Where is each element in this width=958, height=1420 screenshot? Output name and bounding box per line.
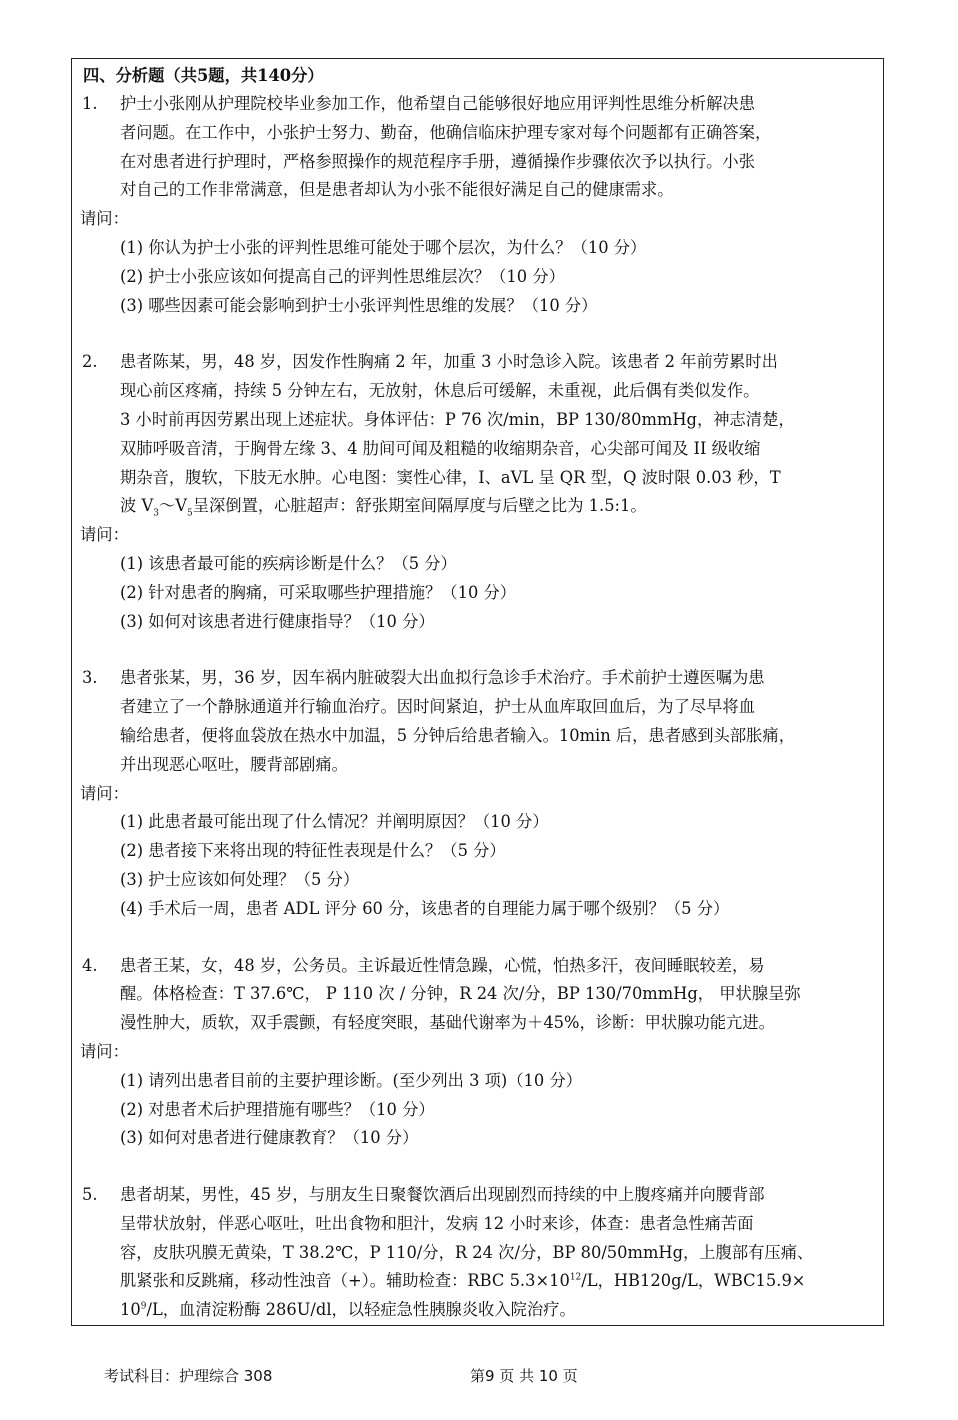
question-3 (80, 664, 876, 779)
question-line: 在对患者进行护理时，严格参照操作的规范程序手册，遵循操作步骤依次予以执行。小张 (120, 151, 755, 171)
question-content (80, 62, 876, 1325)
question-line: 漫性肿大，质软，双手震颤，有轻度突眼，基础代谢率为＋45%，诊断：甲状腺功能亢进。 (120, 1013, 775, 1033)
superscript: 12 (569, 1273, 582, 1284)
sub-question: (3) 哪些因素可能会影响到护士小张评判性思维的发展？（10 分） (120, 295, 598, 315)
question-line: 并出现恶心呕吐，腰背部剧痛。 (120, 754, 348, 774)
footer-subject: 考试科目：护理综合 308 (104, 1367, 273, 1385)
spacer (80, 636, 876, 664)
text-part: ～V (158, 496, 187, 516)
sub-question: (1) 此患者最可能出现了什么情况？并阐明原因？（10 分） (120, 812, 549, 832)
question-line: 现心前区疼痛，持续 5 分钟左右，无放射，休息后可缓解，未重视，此后偶有类似发作。 (120, 381, 760, 401)
sub-question: (2) 护士小张应该如何提高自己的评判性思维层次？（10 分） (120, 266, 565, 286)
question-line (120, 1296, 876, 1325)
question-number: 4. (82, 955, 98, 975)
question-2 (80, 348, 876, 521)
sub-question: (4) 手术后一周，患者 ADL 评分 60 分，该患者的自理能力属于哪个级别？（5 分） (120, 898, 730, 918)
sub-question: (2) 对患者术后护理措施有哪些？（10 分） (120, 1099, 435, 1119)
question-line (120, 1267, 876, 1296)
sub-question: (1) 你认为护士小张的评判性思维可能处于哪个层次，为什么？（10 分） (120, 237, 647, 257)
question-line: 双肺呼吸音清，于胸骨左缘 3、4 肋间可闻及粗糙的收缩期杂音，心尖部可闻及 II 级收缩 (120, 438, 761, 458)
question-1 (80, 90, 876, 205)
question-line: 对自己的工作非常满意，但是患者却认为小张不能很好满足自己的健康需求。 (120, 180, 674, 200)
section-title: 四、分析题（共5题，共140分） (83, 66, 324, 85)
question-line (120, 492, 876, 521)
question-line: 者建立了一个静脉通道并行输血治疗。因时间紧迫，护士从血库取回血后，为了尽早将血 (120, 697, 755, 717)
subscript: 5 (187, 508, 193, 519)
question-line: 呈带状放射，伴恶心呕吐，吐出食物和胆汁，发病 12 小时来诊，体查：患者急性痛苦面 (120, 1213, 754, 1233)
spacer (80, 924, 876, 952)
ask-label: 请问： (80, 209, 129, 229)
sub-question: (3) 护士应该如何处理？（5 分） (120, 869, 360, 889)
question-line: 患者胡某，男性，45 岁，与朋友生日聚餐饮酒后出现剧烈而持续的中上腹疼痛并向腰背部 (120, 1185, 765, 1205)
question-line: 期杂音，腹软，下肢无水肿。心电图：窦性心律，I、aVL 呈 QR 型，Q 波时限 0.03 秒，T (120, 467, 781, 487)
sub-question: (1) 请列出患者目前的主要护理诊断。(至少列出 3 项)（10 分） (120, 1070, 583, 1090)
text-part: 10 (120, 1300, 141, 1320)
question-line: 患者张某，男，36 岁，因车祸内脏破裂大出血拟行急诊手术治疗。手术前护士遵医嘱为患 (120, 668, 765, 688)
sub-question: (3) 如何对该患者进行健康指导？（10 分） (120, 611, 435, 631)
question-line: 患者王某，女，48 岁，公务员。主诉最近性情急躁，心慌，怕热多汗，夜间睡眠较差，易 (120, 955, 765, 975)
ask-label: 请问： (80, 525, 129, 545)
question-number: 2. (82, 352, 98, 372)
text-part: 肌紧张和反跳痛，移动性浊音（+）。辅助检查：RBC 5.3×10 (120, 1271, 570, 1291)
question-line: 输给患者，便将血袋放在热水中加温，5 分钟后给患者输入。10min 后，患者感到头部胀痛， (120, 725, 795, 745)
sub-question: (2) 患者接下来将出现的特征性表现是什么？（5 分） (120, 841, 506, 861)
spacer (80, 1153, 876, 1181)
question-line: 护士小张刚从护理院校毕业参加工作，他希望自己能够很好地应用评判性思维分析解决患 (120, 94, 755, 113)
question-line: 容，皮肤巩膜无黄染，T 38.2℃，P 110/分，R 24 次/分，BP 80/50mmHg，上腹部有压痛、 (120, 1242, 814, 1262)
question-line: 者问题。在工作中，小张护士努力、勤奋，他确信临床护理专家对每个问题都有正确答案， (120, 122, 772, 142)
sub-question: (2) 针对患者的胸痛，可采取哪些护理措施？（10 分） (120, 582, 517, 602)
ask-label: 请问： (80, 783, 129, 803)
text-part: /L，血清淀粉酶 286U/dl，以轻症急性胰腺炎收入院治疗。 (146, 1300, 576, 1320)
superscript: 9 (140, 1301, 147, 1312)
sub-question: (1) 该患者最可能的疾病诊断是什么？（5 分） (120, 553, 457, 573)
subscript: 3 (153, 508, 159, 519)
text-part: 呈深倒置，心脏超声：舒张期室间隔厚度与后壁之比为 1.5:1。 (192, 496, 647, 516)
footer-page-number: 第9 页 共 10 页 (470, 1367, 578, 1385)
question-5 (80, 1181, 876, 1325)
sub-question: (3) 如何对患者进行健康教育？（10 分） (120, 1128, 419, 1148)
question-line: 醒。体格检查：T 37.6℃， P 110 次 / 分钟，R 24 次/分，BP 130/70mmHg， 甲状腺呈弥 (120, 984, 801, 1004)
text-part: /L，HB120g/L，WBC15.9× (581, 1271, 806, 1291)
question-4 (80, 952, 876, 1038)
text-part: 波 V (120, 496, 154, 516)
question-line: 3 小时前再因劳累出现上述症状。身体评估：P 76 次/min，BP 130/80mmHg，神志清楚， (120, 409, 795, 429)
spacer (80, 320, 876, 348)
question-number: 1. (82, 94, 98, 113)
question-number: 5. (82, 1185, 98, 1205)
ask-label: 请问： (80, 1041, 129, 1061)
question-number: 3. (82, 668, 98, 688)
question-line: 患者陈某，男，48 岁，因发作性胸痛 2 年，加重 3 小时急诊入院。该患者 2 年前劳累时出 (120, 352, 778, 372)
